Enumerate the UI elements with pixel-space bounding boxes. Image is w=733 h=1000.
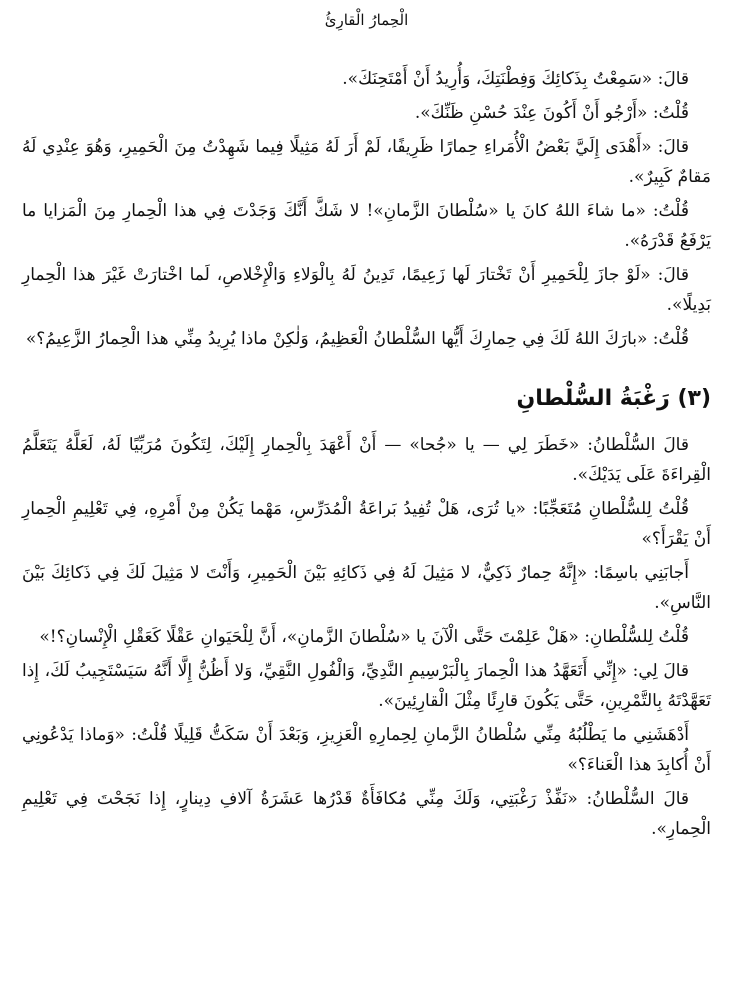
section-dialogue — [22, 64, 711, 354]
chapter-heading: (٣) رَغْبَةُ السُّلْطانِ — [516, 386, 711, 411]
paragraph: قالَ لِي: «إِنِّي أَتَعَهَّدُ هذا الْحِمارَ بِالْبَرْسِيمِ النَّدِيِّ، وَالْفُولِ النَّقِيِّ، وَلا أَظُنُّ إِلَّا أَنَّهُ سَيَسْتَجِيبُ لَكَ، إِذا تَعَهَّدْتَهُ بِالتَّمْرِينِ، حَتَّى يَكُونَ قارِئًا مِثْلَ الْقارِئِينَ». — [22, 661, 711, 711]
paragraph: قالَ: «سَمِعْتُ بِذَكائِكَ وَفِطْنَتِكَ، وَأُرِيدُ أَنْ أَمْتَحِنَكَ». — [342, 69, 689, 89]
paragraph: قالَ: «أَهْدَى إِلَيَّ بَعْضُ الْأُمَراءِ حِمارًا ظَرِيفًا، لَمْ أَرَ لَهُ مَثِيلًا فِيما شَهِدْتُ مِنَ الْحَمِيرِ، وَهُوَ عِنْدِي لَهُ مَقامٌ كَبِيرٌ». — [22, 137, 711, 187]
paragraph: أَجابَنِي باسِمًا: «إِنَّهُ حِمارٌ ذَكِيٌّ، لا مَثِيلَ لَهُ فِي ذَكائِهِ بَيْنَ الْحَمِيرِ، وَأَنْتَ لا مَثِيلَ لَكَ فِي ذَكائِكَ بَيْنَ النَّاسِ». — [22, 563, 711, 613]
paragraph: قُلْتُ: «ما شاءَ اللهُ كانَ يا «سُلْطانَ الزَّمانِ»! لا شَكَّ أَنَّكَ وَجَدْتَ فِي هذا الْحِمارِ مِنَ الْمَزايا ما يَرْفَعُ قَدْرَهُ». — [22, 201, 711, 251]
paragraph: قُلْتُ: «أَرْجُو أَنْ أَكُونَ عِنْدَ حُسْنِ ظَنِّكَ». — [414, 103, 689, 123]
paragraph: قالَ السُّلْطانُ: «نَفِّذْ رَغْبَتِي، وَلَكَ مِنِّي مُكافَأَةٌ قَدْرُها عَشَرَةُ آلافِ دِينارٍ، إِذا نَجَحْتَ فِي تَعْلِيمِ الْحِمارِ». — [22, 789, 711, 839]
paragraph: أَدْهَشَنِي ما يَطْلُبُهُ مِنِّي سُلْطانُ الزَّمانِ لِحِمارِهِ الْعَزِيزِ، وَبَعْدَ أَنْ سَكَتُّ قَلِيلًا قُلْتُ: «وَماذا يَدْعُونِي أَنْ أُكابِدَ هذا الْعَناءَ؟» — [22, 725, 711, 775]
paragraph: قُلْتُ: «بارَكَ اللهُ لَكَ فِي حِمارِكَ أَيُّها السُّلْطانُ الْعَظِيمُ، وَلٰكِنْ ماذا يُرِيدُ مِنِّي هذا الْحِمارُ الزَّعِيمُ؟» — [25, 329, 689, 349]
paragraph: قُلْتُ لِلسُّلْطانِ: «هَلْ عَلِمْتَ حَتَّى الْآنَ يا «سُلْطانَ الزَّمانِ»، أَنَّ لِلْحَيَوانِ عَقْلًا كَعَقْلِ الْإِنْسانِ؟!» — [39, 627, 689, 647]
section-sultan-wish — [22, 430, 711, 844]
running-header-title: الْحِمارُ الْقارِئُ — [324, 11, 409, 29]
paragraph: قالَ السُّلْطانُ: «خَطَرَ لِي — يا «جُحا» — أَنْ أَعْهَدَ بِالْحِمارِ إِلَيْكَ، لِتَكُونَ مُرَبِّيًا لَهُ، لَعَلَّهُ يَتَعَلَّمُ الْقِراءَةَ عَلَى يَدَيْكَ». — [22, 435, 711, 485]
paragraph: قالَ: «لَوْ جازَ لِلْحَمِيرِ أَنْ تَخْتارَ لَها زَعِيمًا، تَدِينُ لَهُ بِالْوَلاءِ وَالْإِخْلاصِ، لَما اخْتارَتْ غَيْرَ هذا الْحِمارِ بَدِيلًا». — [22, 265, 711, 315]
paragraph: قُلْتُ لِلسُّلْطانِ مُتَعَجِّبًا: «يا تُرَى، هَلْ تُفِيدُ بَراعَةُ الْمُدَرِّسِ، مَهْما يَكُنْ مِنْ أَمْرِهِ، فِي تَعْلِيمِ الْحِمارِ أَنْ يَقْرَأَ؟» — [22, 499, 711, 549]
